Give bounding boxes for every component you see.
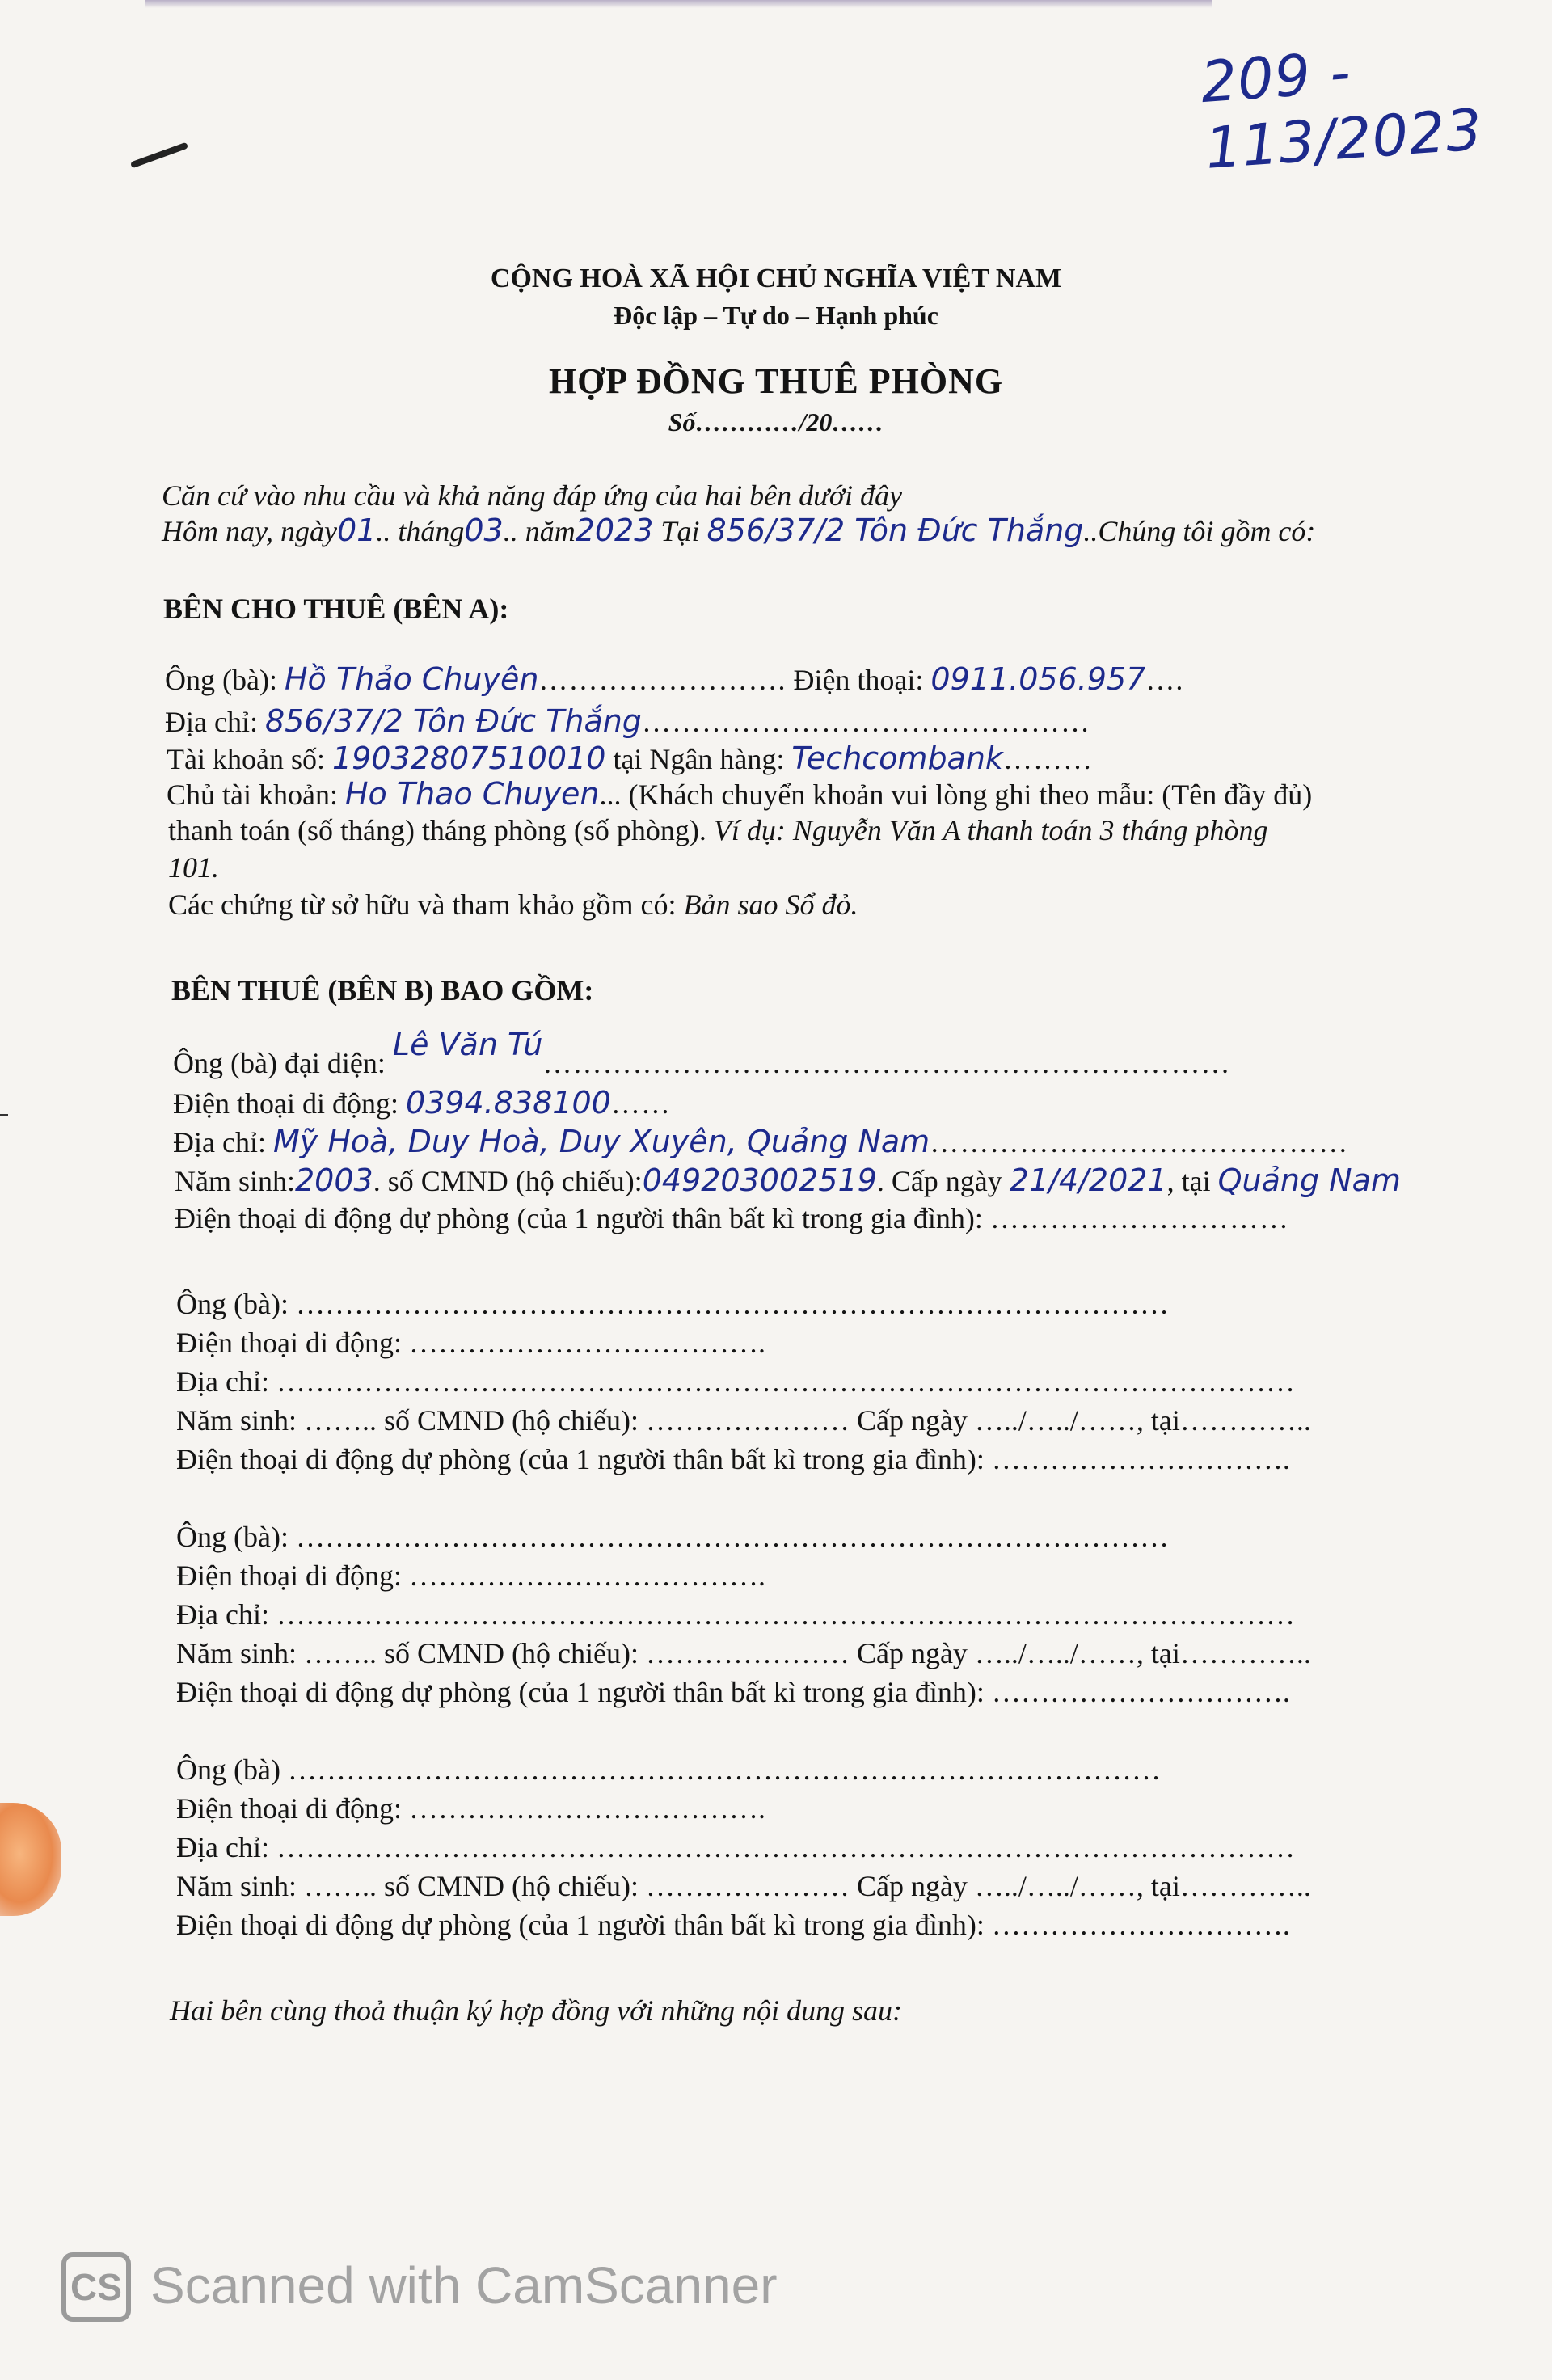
party-a-account-label: Tài khoản số: bbox=[167, 743, 325, 775]
place-label: Tại bbox=[660, 515, 700, 547]
intro-ending: ..Chúng tôi gồm có: bbox=[1083, 515, 1316, 547]
party-b-id-line bbox=[175, 1163, 1401, 1198]
handwritten-reference-number: 209 - 113/2023 bbox=[1198, 39, 1485, 182]
month-label: .. tháng bbox=[376, 515, 465, 547]
member-3-name-line: Ông (bà): ……………………………………………………………………………… bbox=[176, 1521, 1169, 1553]
party-a-name-label: Ông (bà): bbox=[165, 664, 277, 696]
national-motto: Độc lập – Tự do – Hạnh phúc bbox=[614, 301, 938, 330]
party-a-example-end: 101. bbox=[168, 851, 219, 884]
party-a-holder-label: Chủ tài khoản: bbox=[167, 779, 338, 811]
party-a-address-value: 856/37/2 Tôn Đức Thắng bbox=[264, 703, 642, 739]
party-b-rep-line: Ông (bà) đại diện: Lê Văn Tú…………………………………………………………… bbox=[173, 1027, 1231, 1079]
party-a-example: Ví dụ: Nguyễn Văn A thanh toán 3 tháng phòng bbox=[713, 814, 1268, 846]
member-4-name-line: Ông (bà) ……………………………………………………………………………… bbox=[176, 1753, 1161, 1786]
member-3-mobile-line: Điện thoại di động: ………………………………. bbox=[176, 1559, 765, 1592]
party-b-mobile-line: Điện thoại di động: 0394.838100…… bbox=[173, 1085, 671, 1120]
party-a-docs-label: Các chứng từ sở hữu và tham khảo gồm có: bbox=[168, 888, 677, 921]
party-b-address-line: Địa chỉ: Mỹ Hoà, Duy Hoà, Duy Xuyên, Quảng Nam…………………………………… bbox=[173, 1124, 1349, 1159]
member-4-mobile-line: Điện thoại di động: ………………………………. bbox=[176, 1792, 765, 1825]
camscanner-logo: CS bbox=[61, 2252, 131, 2322]
party-b-mobile-label: Điện thoại di động: bbox=[173, 1087, 399, 1120]
party-b-rep-label: Ông (bà) đại diện: bbox=[173, 1047, 386, 1079]
member-4-address-line: Địa chỉ: …………………………………………………………………………………………… bbox=[176, 1831, 1295, 1863]
party-b-issue-place: Quảng Nam bbox=[1217, 1163, 1401, 1198]
party-a-holder-line bbox=[167, 776, 1312, 812]
member-4-backup-line: Điện thoại di động dự phòng (của 1 người thân bất kì trong gia đình): …………………………. bbox=[176, 1909, 1290, 1941]
party-a-name-value: Hồ Thảo Chuyên bbox=[284, 661, 539, 697]
place-value: 856/37/2 Tôn Đức Thắng bbox=[706, 513, 1084, 548]
party-b-rep-value: Lê Văn Tú bbox=[392, 1027, 543, 1062]
party-b-birth-label: Năm sinh: bbox=[175, 1165, 295, 1197]
party-b-mobile-value: 0394.838100 bbox=[405, 1085, 611, 1120]
party-b-backup-label: Điện thoại di động dự phòng (của 1 người thân bất kì trong gia đình): bbox=[175, 1202, 983, 1234]
edge-mark bbox=[0, 1114, 8, 1116]
date-label: Hôm nay, ngày bbox=[162, 515, 337, 547]
party-b-issue-label: . Cấp ngày bbox=[876, 1165, 1002, 1197]
camscanner-watermark: Scanned with CamScanner bbox=[150, 2256, 778, 2315]
party-b-heading: BÊN THUÊ (BÊN B) BAO GỒM: bbox=[171, 974, 594, 1006]
month-value: 03 bbox=[464, 513, 504, 548]
basis-line: Căn cứ vào nhu cầu và khả năng đáp ứng của hai bên dưới đây bbox=[162, 479, 902, 512]
party-a-bank-label: tại Ngân hàng: bbox=[613, 743, 785, 775]
party-b-issue-place-label: , tại bbox=[1166, 1165, 1211, 1197]
member-3-id-line: Năm sinh: …….. số CMND (hộ chiếu): ………………… Cấp ngày …../…../……, tại………….. bbox=[176, 1637, 1311, 1669]
party-b-issue-date: 21/4/2021 bbox=[1009, 1163, 1167, 1198]
member-2-mobile-line: Điện thoại di động: ………………………………. bbox=[176, 1327, 765, 1359]
party-b-backup-line: Điện thoại di động dự phòng (của 1 người thân bất kì trong gia đình): ………………………… bbox=[175, 1202, 1289, 1234]
party-b-id-value: 049203002519 bbox=[642, 1163, 877, 1198]
party-a-heading: BÊN CHO THUÊ (BÊN A): bbox=[163, 593, 509, 625]
member-2-name-line: Ông (bà): ……………………………………………………………………………… bbox=[176, 1288, 1169, 1320]
party-b-address-label: Địa chỉ: bbox=[173, 1126, 266, 1158]
party-a-transfer-note: ... (Khách chuyển khoản vui lòng ghi theo mẫu: (Tên đầy đủ) bbox=[599, 779, 1313, 811]
party-a-phone-value: 0911.056.957 bbox=[930, 661, 1146, 697]
member-2-id-line: Năm sinh: …….. số CMND (hộ chiếu): ………………… Cấp ngày …../…../……, tại………….. bbox=[176, 1404, 1311, 1437]
closing-statement: Hai bên cùng thoả thuận ký hợp đồng với những nội dung sau: bbox=[170, 1994, 902, 2027]
day-value: 01 bbox=[336, 513, 377, 548]
party-a-holder-value: Ho Thao Chuyen bbox=[344, 776, 600, 812]
member-2-address-line: Địa chỉ: …………………………………………………………………………………………… bbox=[176, 1365, 1295, 1398]
year-value: 2023 bbox=[575, 513, 654, 548]
party-a-docs-value: Bản sao Sổ đỏ. bbox=[683, 888, 858, 921]
party-a-bank-value: Techcombank bbox=[791, 741, 1003, 776]
pen-stroke-mark bbox=[130, 142, 188, 169]
party-a-account-line: Tài khoản số: 19032807510010 tại Ngân hàng: Techcombank……… bbox=[167, 741, 1093, 776]
date-place-line bbox=[162, 513, 1315, 548]
year-label: .. năm bbox=[503, 515, 576, 547]
party-a-address-line: Địa chỉ: 856/37/2 Tôn Đức Thắng……………………………………… bbox=[165, 703, 1090, 739]
national-title: CỘNG HOÀ XÃ HỘI CHỦ NGHĨA VIỆT NAM bbox=[490, 264, 1062, 293]
member-4-id-line: Năm sinh: …….. số CMND (hộ chiếu): ………………… Cấp ngày …../…../……, tại………….. bbox=[176, 1870, 1311, 1902]
party-b-birth-value: 2003 bbox=[295, 1163, 373, 1198]
thumb-in-scan bbox=[0, 1803, 61, 1916]
party-a-phone-label: Điện thoại: bbox=[793, 664, 924, 696]
party-a-note-line bbox=[168, 813, 1268, 847]
party-a-account-value: 19032807510010 bbox=[331, 741, 606, 776]
party-a-docs-line bbox=[168, 888, 858, 922]
party-a-address-label: Địa chỉ: bbox=[165, 706, 258, 738]
party-a-note-text: thanh toán (số tháng) tháng phòng (số phòng). bbox=[168, 814, 706, 846]
member-2-backup-line: Điện thoại di động dự phòng (của 1 người thân bất kì trong gia đình): …………………………. bbox=[176, 1443, 1290, 1475]
contract-number: Số…………/20…… bbox=[668, 407, 884, 437]
party-a-name-line: Ông (bà): Hồ Thảo Chuyên……………………. Điện thoại: 0911.056.957…. bbox=[165, 661, 1184, 697]
scan-shadow bbox=[146, 0, 1212, 8]
member-3-address-line: Địa chỉ: …………………………………………………………………………………………… bbox=[176, 1598, 1295, 1631]
document-title: HỢP ĐỒNG THUÊ PHÒNG bbox=[548, 361, 1004, 401]
party-b-address-value: Mỹ Hoà, Duy Hoà, Duy Xuyên, Quảng Nam bbox=[272, 1124, 930, 1159]
member-3-backup-line: Điện thoại di động dự phòng (của 1 người thân bất kì trong gia đình): …………………………. bbox=[176, 1676, 1290, 1708]
party-b-id-label: . số CMND (hộ chiếu): bbox=[373, 1165, 643, 1197]
